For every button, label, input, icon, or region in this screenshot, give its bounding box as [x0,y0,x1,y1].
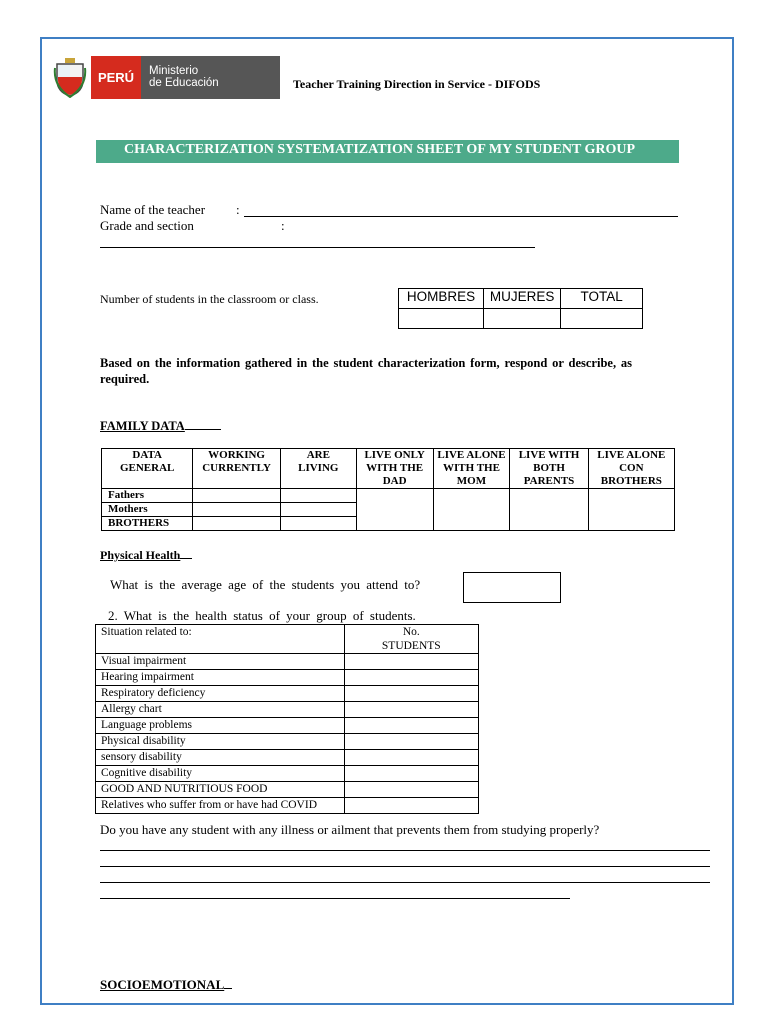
family-header-brothers: LIVE ALONE CON BROTHERS [588,449,674,489]
health-situation-label: Hearing impairment [96,670,345,686]
health-count-cell[interactable] [344,734,478,750]
header-hombres: HOMBRES [399,289,484,309]
peru-logo: PERÚ [91,56,141,99]
ministry-logo: Ministerio de Educación [141,56,280,99]
illness-question: Do you have any student with any illness or ailment that prevents them from studying properly? [100,822,600,837]
health-count-cell[interactable] [344,670,478,686]
family-row-label: BROTHERS [102,517,193,531]
health-count-cell[interactable] [344,702,478,718]
family-cell[interactable] [280,489,356,503]
family-data-heading: FAMILY DATA [100,417,221,434]
health-situation-label: GOOD AND NUTRITIOUS FOOD [96,782,345,798]
health-count-cell[interactable] [344,782,478,798]
health-count-cell[interactable] [344,686,478,702]
health-header-students: No. STUDENTS [344,625,478,654]
socioemotional-heading: SOCIOEMOTIONAL [100,976,232,993]
sheet-title-banner: CHARACTERIZATION SYSTEMATIZATION SHEET OF MY STUDENT GROUP [96,140,679,163]
family-cell[interactable] [280,517,356,531]
instructions-paragraph: Based on the information gathered in the student characterization form, respond or describe, as required. [100,356,632,386]
family-cell[interactable] [280,503,356,517]
average-age-question: What is the average age of the students you attend to? [110,577,421,592]
students-count-table [398,288,643,329]
header-title: Teacher Training Direction in Service - DIFODS [293,77,541,91]
students-count-label: Number of students in the classroom or class. [100,292,319,306]
health-situation-label: Relatives who suffer from or have had COVID [96,798,345,814]
family-header-general: DATA GENERAL [102,449,193,489]
family-cell[interactable] [433,489,510,531]
grade-colon: : [281,218,285,233]
family-cell[interactable] [193,489,280,503]
grade-section-line[interactable] [100,247,535,248]
teacher-label: Name of the teacher [100,202,206,217]
health-count-cell[interactable] [344,750,478,766]
family-data-table [101,448,675,531]
health-situation-label: Physical disability [96,734,345,750]
health-situation-label: sensory disability [96,750,345,766]
answer-line[interactable] [100,882,710,883]
health-count-cell[interactable] [344,766,478,782]
total-cell[interactable] [561,309,643,329]
mujeres-cell[interactable] [484,309,561,329]
header-total: TOTAL [561,289,643,309]
health-situation-label: Visual impairment [96,654,345,670]
physical-health-heading: Physical Health [100,547,192,563]
teacher-name-line[interactable] [244,216,678,217]
average-age-box[interactable] [463,572,561,603]
health-status-question: 2. What is the health status of your group of students. [108,608,416,623]
family-row-label: Mothers [102,503,193,517]
national-crest-icon [53,58,87,98]
family-cell[interactable] [588,489,674,531]
family-row-label: Fathers [102,489,193,503]
hombres-cell[interactable] [399,309,484,329]
family-cell[interactable] [193,517,280,531]
health-situation-label: Language problems [96,718,345,734]
family-header-both-parents: LIVE WITH BOTH PARENTS [510,449,588,489]
family-cell[interactable] [510,489,588,531]
family-header-mom: LIVE ALONE WITH THE MOM [433,449,510,489]
health-status-table [95,624,479,814]
answer-line[interactable] [100,898,570,899]
family-header-working: WORKING CURRENTLY [193,449,280,489]
header-mujeres: MUJERES [484,289,561,309]
health-situation-label: Respiratory deficiency [96,686,345,702]
health-count-cell[interactable] [344,718,478,734]
health-situation-label: Cognitive disability [96,766,345,782]
teacher-colon: : [236,202,240,217]
answer-line[interactable] [100,866,710,867]
health-count-cell[interactable] [344,654,478,670]
family-header-living: ARE LIVING [280,449,356,489]
family-header-dad: LIVE ONLY WITH THE DAD [356,449,433,489]
health-count-cell[interactable] [344,798,478,814]
grade-label: Grade and section [100,218,194,233]
family-cell[interactable] [193,503,280,517]
health-header-situation: Situation related to: [96,625,345,654]
health-situation-label: Allergy chart [96,702,345,718]
family-cell[interactable] [356,489,433,531]
answer-line[interactable] [100,850,710,851]
